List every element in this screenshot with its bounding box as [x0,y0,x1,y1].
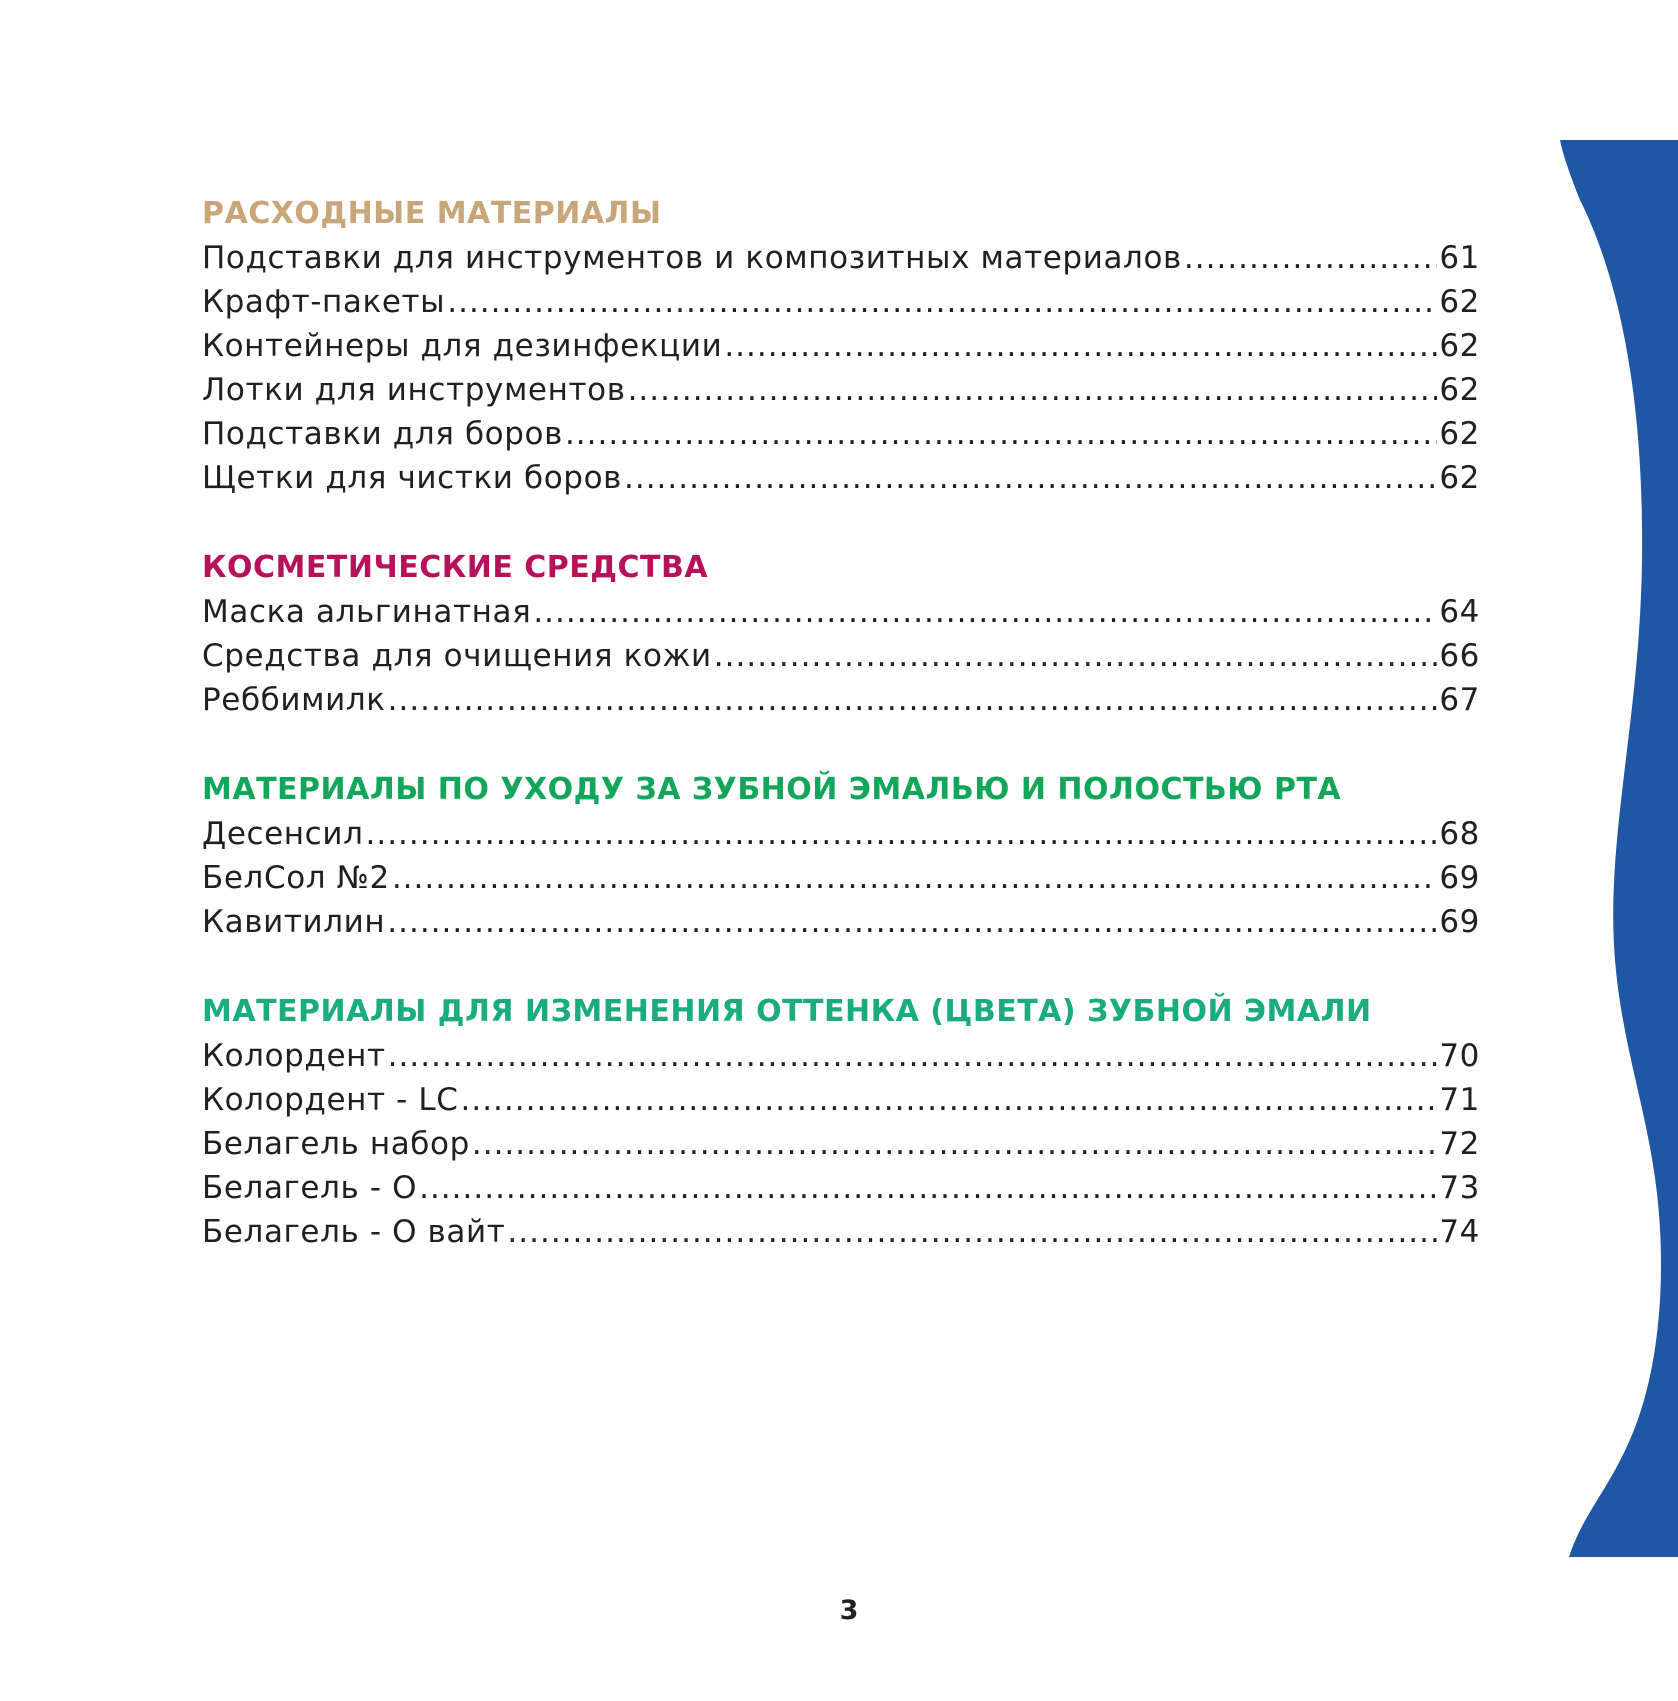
dot-leader [365,812,1437,856]
section-title: КОСМЕТИЧЕСКИЕ СРЕДСТВА [202,550,709,585]
entry-label: Колордент [202,1038,386,1074]
dot-leader [565,412,1437,456]
toc-entry[interactable] [202,236,1480,280]
dot-leader [392,856,1438,900]
toc-entry[interactable] [202,1078,1480,1122]
entry-page-number: 62 [1439,416,1480,452]
entry-label: Десенсил [202,816,364,852]
toc-entry[interactable] [202,368,1480,412]
dot-leader [388,1034,1438,1078]
toc-entry[interactable] [202,590,1480,634]
dot-leader [388,678,1438,722]
entry-page-number: 73 [1439,1170,1480,1206]
dot-leader [419,1166,1437,1210]
section-title: МАТЕРИАЛЫ ПО УХОДУ ЗА ЗУБНОЙ ЭМАЛЬЮ И ПОЛОСТЬЮ РТА [202,772,1342,807]
toc-section [202,194,1480,500]
entry-label: Белагель - О [202,1170,418,1206]
toc-entry[interactable] [202,678,1480,722]
entry-page-number: 74 [1439,1214,1480,1250]
dot-leader [628,368,1438,412]
section-title: РАСХОДНЫЕ МАТЕРИАЛЫ [202,196,662,231]
dot-leader [533,590,1437,634]
toc-entry[interactable] [202,412,1480,456]
toc-entry[interactable] [202,280,1480,324]
dot-leader [387,900,1437,944]
entry-page-number: 69 [1439,904,1480,940]
dot-leader [447,280,1437,324]
entry-page-number: 71 [1439,1082,1480,1118]
table-of-contents [202,194,1480,1302]
toc-entry[interactable] [202,324,1480,368]
entry-page-number: 67 [1439,682,1480,718]
entry-page-number: 68 [1439,816,1480,852]
dot-leader [460,1078,1437,1122]
entry-page-number: 62 [1439,328,1480,364]
entry-label: Средства для очищения кожи [202,638,712,674]
toc-section [202,548,1480,722]
dot-leader [714,634,1438,678]
entry-page-number: 70 [1439,1038,1480,1074]
dot-leader [624,456,1437,500]
entry-label: Подставки для боров [202,416,563,452]
toc-section [202,992,1480,1254]
entry-label: Лотки для инструментов [202,372,626,408]
entry-label: Подставки для инструментов и композитных материалов [202,240,1182,276]
entry-label: Белагель набор [202,1126,470,1162]
entry-page-number: 62 [1439,460,1480,496]
toc-entry[interactable] [202,1166,1480,1210]
dot-leader [724,324,1437,368]
toc-entry[interactable] [202,812,1480,856]
entry-page-number: 66 [1439,638,1480,674]
dot-leader [472,1122,1437,1166]
entry-label: Крафт-пакеты [202,284,446,320]
toc-entry[interactable] [202,1034,1480,1078]
entry-label: Щетки для чистки боров [202,460,622,496]
entry-page-number: 69 [1439,860,1480,896]
toc-entry[interactable] [202,456,1480,500]
page-number: 3 [839,1595,859,1626]
entry-label: БелСол №2 [202,860,390,896]
entry-label: Кавитилин [202,904,386,940]
dot-leader [1184,236,1437,280]
section-title: МАТЕРИАЛЫ ДЛЯ ИЗМЕНЕНИЯ ОТТЕНКА (ЦВЕТА) ЗУБНОЙ ЭМАЛИ [202,994,1372,1029]
entry-page-number: 72 [1439,1126,1480,1162]
wave-shape [1560,140,1678,1557]
entry-label: Реббимилк [202,682,386,718]
entry-label: Колордент - LC [202,1082,459,1118]
toc-entry[interactable] [202,634,1480,678]
toc-entry[interactable] [202,900,1480,944]
entry-label: Белагель - О вайт [202,1214,506,1250]
dot-leader [507,1210,1437,1254]
entry-page-number: 64 [1439,594,1480,630]
toc-entry[interactable] [202,856,1480,900]
entry-page-number: 62 [1439,284,1480,320]
entry-label: Маска альгинатная [202,594,532,630]
toc-section [202,770,1480,944]
toc-entry[interactable] [202,1122,1480,1166]
toc-entry[interactable] [202,1210,1480,1254]
entry-label: Контейнеры для дезинфекции [202,328,723,364]
entry-page-number: 62 [1439,372,1480,408]
entry-page-number: 61 [1439,240,1480,276]
